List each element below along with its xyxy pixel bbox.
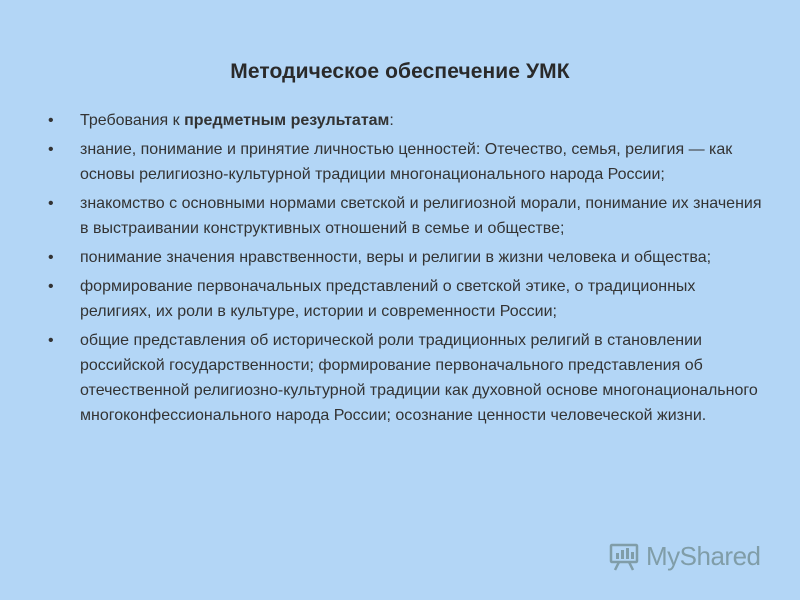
- bullet-item: [48, 108, 768, 133]
- bullet-marker: •: [48, 249, 54, 266]
- bullet-text-prefix: Требования к: [80, 112, 185, 129]
- myshared-logo-text: MyShared: [646, 540, 761, 571]
- bullet-text: понимание значения нравственности, веры и религии в жизни человека и общества;: [80, 249, 712, 266]
- bullet-item: [48, 245, 768, 270]
- myshared-logo-icon: [608, 540, 640, 572]
- bullet-marker: •: [48, 195, 54, 212]
- bullet-marker: •: [48, 141, 54, 158]
- bullet-item: [48, 191, 768, 241]
- bullet-text: знакомство с основными нормами светской и религиозной морали, понимание их значения в выстраивании конструктивных отношений в семье и обществе;: [80, 195, 762, 237]
- bullet-marker: •: [48, 332, 54, 349]
- bullet-list: [48, 108, 768, 432]
- bullet-text-suffix: :: [389, 112, 394, 129]
- bullet-text: формирование первоначальных представлений о светской этике, о традиционных религиях, их роли в культуре, истории и современности России;: [80, 278, 696, 320]
- bullet-text-bold: предметным результатам: [184, 112, 390, 129]
- bullet-item: [48, 274, 768, 324]
- bullet-item: [48, 137, 768, 187]
- bullet-text: знание, понимание и принятие личностью ценностей: Отечество, семья, религия — как основы религиозно-культурной традиции многонационального народа России;: [80, 141, 733, 183]
- bullet-marker: •: [48, 112, 54, 129]
- bullet-marker: •: [48, 278, 54, 295]
- bullet-text: общие представления об исторической роли традиционных религий в становлении российской государственности; формирование первоначального представления об отечественной религиозно-культурной традиции как духовной основе многонационального многоконфессионального народа России; осознание ценности человеческой жизни.: [80, 332, 758, 424]
- myshared-watermark: [608, 536, 761, 576]
- bullet-item: [48, 328, 768, 428]
- slide-title: Методическое обеспечение УМК: [230, 60, 570, 83]
